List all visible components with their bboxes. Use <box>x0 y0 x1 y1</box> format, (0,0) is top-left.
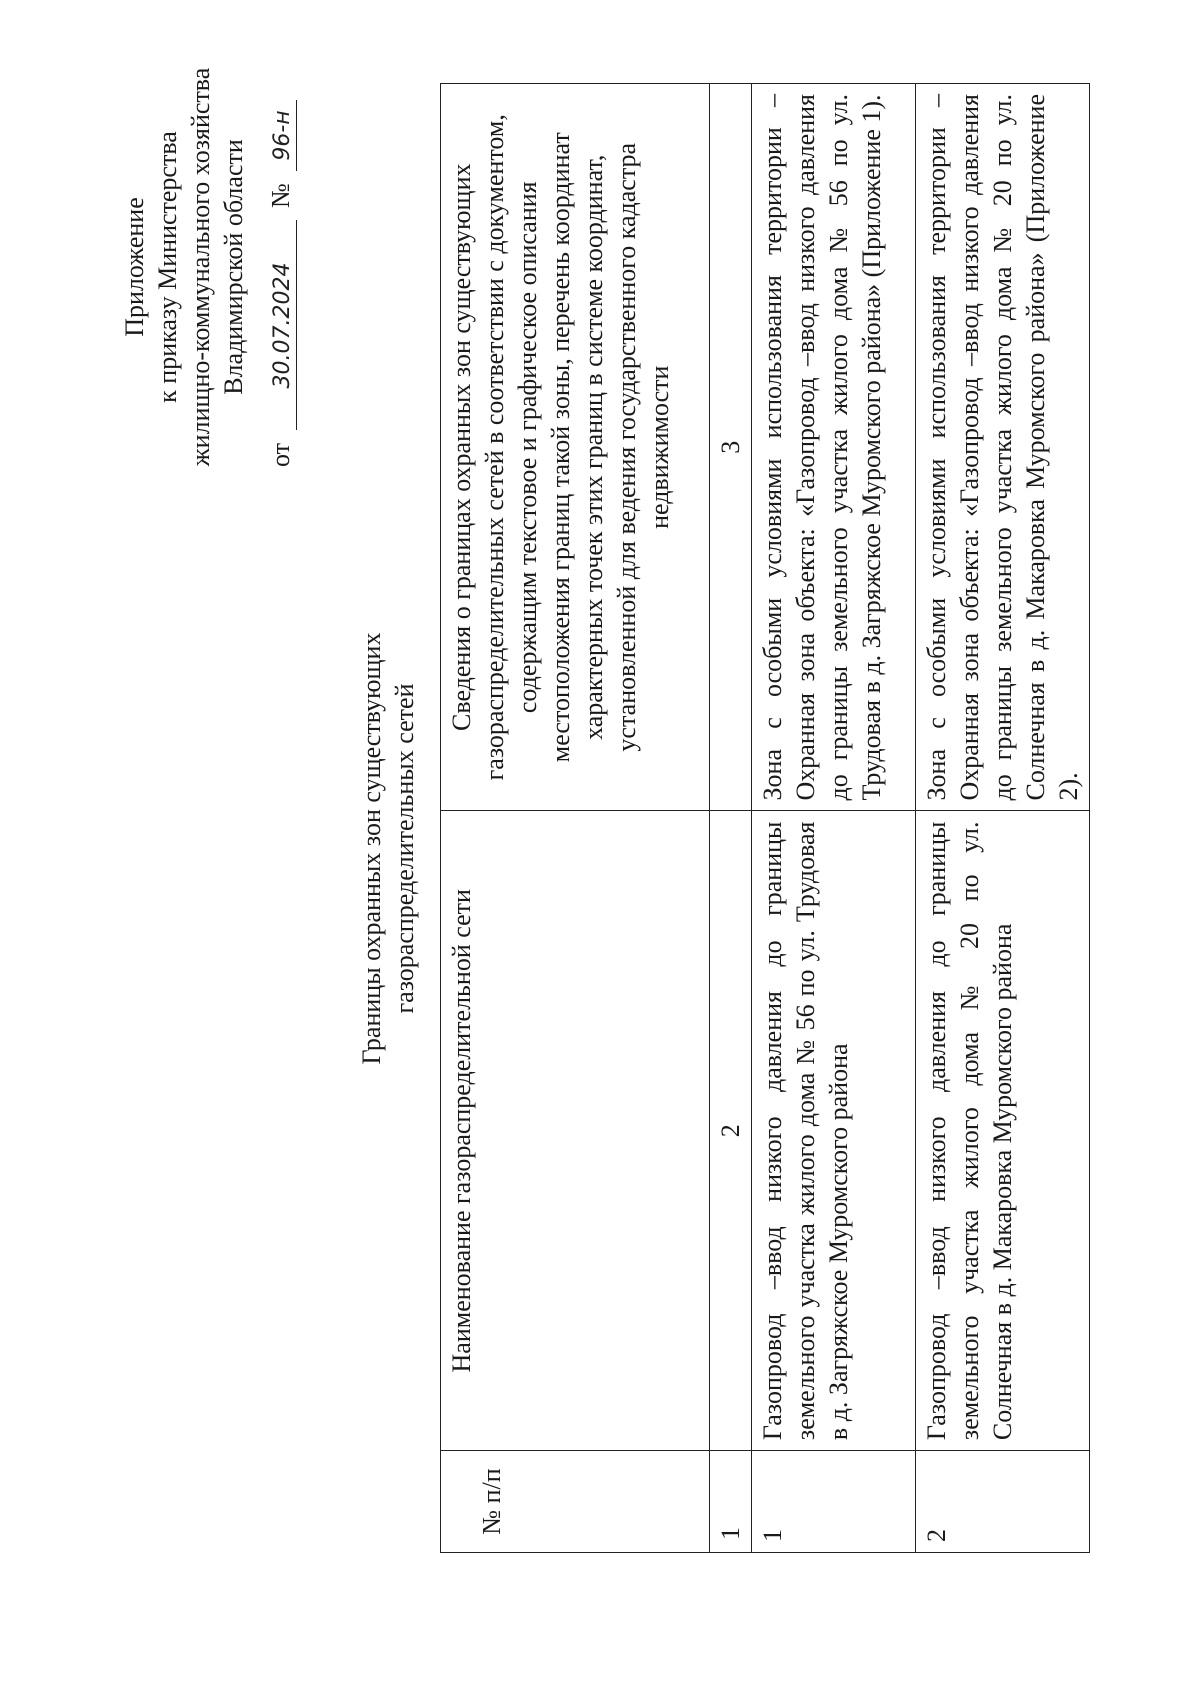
index-cell: 1 <box>710 1451 752 1553</box>
header-number: № п/п <box>441 1451 710 1553</box>
row-zone-info: Зона с особыми условиями использования территории – Охранная зона объекта: «Газопровод –ввод низкого давления до границы земельного участка жилого дома № 20 по ул. Солнечная в д. Макаровка Муромского района» (Приложение 2). <box>916 84 1090 812</box>
row-network-name: Газопровод –ввод низкого давления до границы земельного участка жилого дома № 56 по ул. Трудовая в д. Загряжское Муромского района <box>752 811 916 1451</box>
table-header-row <box>441 84 710 1553</box>
row-zone-info: Зона с особыми условиями использования территории – Охранная зона объекта: «Газопровод –ввод низкого давления до границы земельного участка жилого дома № 56 по ул. Трудовая в д. Загряжское Муромского района» (Приложение 1). <box>752 84 916 812</box>
header-zone-info: Сведения о границах охранных зон существующих газораспределительных сетей в соответствии с документом, содержащим текстовое и графическое описания местоположения границ такой зоны, перечень координат характерных точек этих границ в системе координат, установленной для ведения государственного кадастра недвижимости <box>441 84 710 812</box>
table-row <box>752 84 916 1553</box>
index-cell: 3 <box>710 84 752 812</box>
table-index-row <box>710 84 752 1553</box>
title-line-2: газораспределительных сетей <box>390 683 419 1014</box>
document-title <box>355 0 421 1697</box>
header-network-name: Наименование газораспределительной сети <box>441 811 710 1451</box>
handwritten-number: 96-н <box>270 100 297 170</box>
title-line-1: Границы охранных зон существующих <box>357 632 386 1065</box>
appendix-line: Приложение <box>120 197 149 337</box>
row-number: 2 <box>916 1451 1090 1553</box>
appendix-header <box>118 27 297 507</box>
date-prefix: от <box>266 442 295 467</box>
row-number: 1 <box>752 1451 916 1553</box>
appendix-line: жилищно-коммунального хозяйства <box>186 67 215 467</box>
row-network-name: Газопровод –ввод низкого давления до границы земельного участка жилого дома № 20 по ул. Солнечная в д. Макаровка Муромского района <box>916 811 1090 1451</box>
appendix-line: к приказу Министерства <box>153 131 182 403</box>
order-date-number <box>264 27 297 507</box>
appendix-line: Владимирской области <box>219 139 248 395</box>
zones-table <box>440 83 1090 1553</box>
index-cell: 2 <box>710 811 752 1451</box>
number-prefix: № <box>266 183 295 208</box>
handwritten-date: 30.07.2024 <box>270 220 297 430</box>
table-row <box>916 84 1090 1553</box>
